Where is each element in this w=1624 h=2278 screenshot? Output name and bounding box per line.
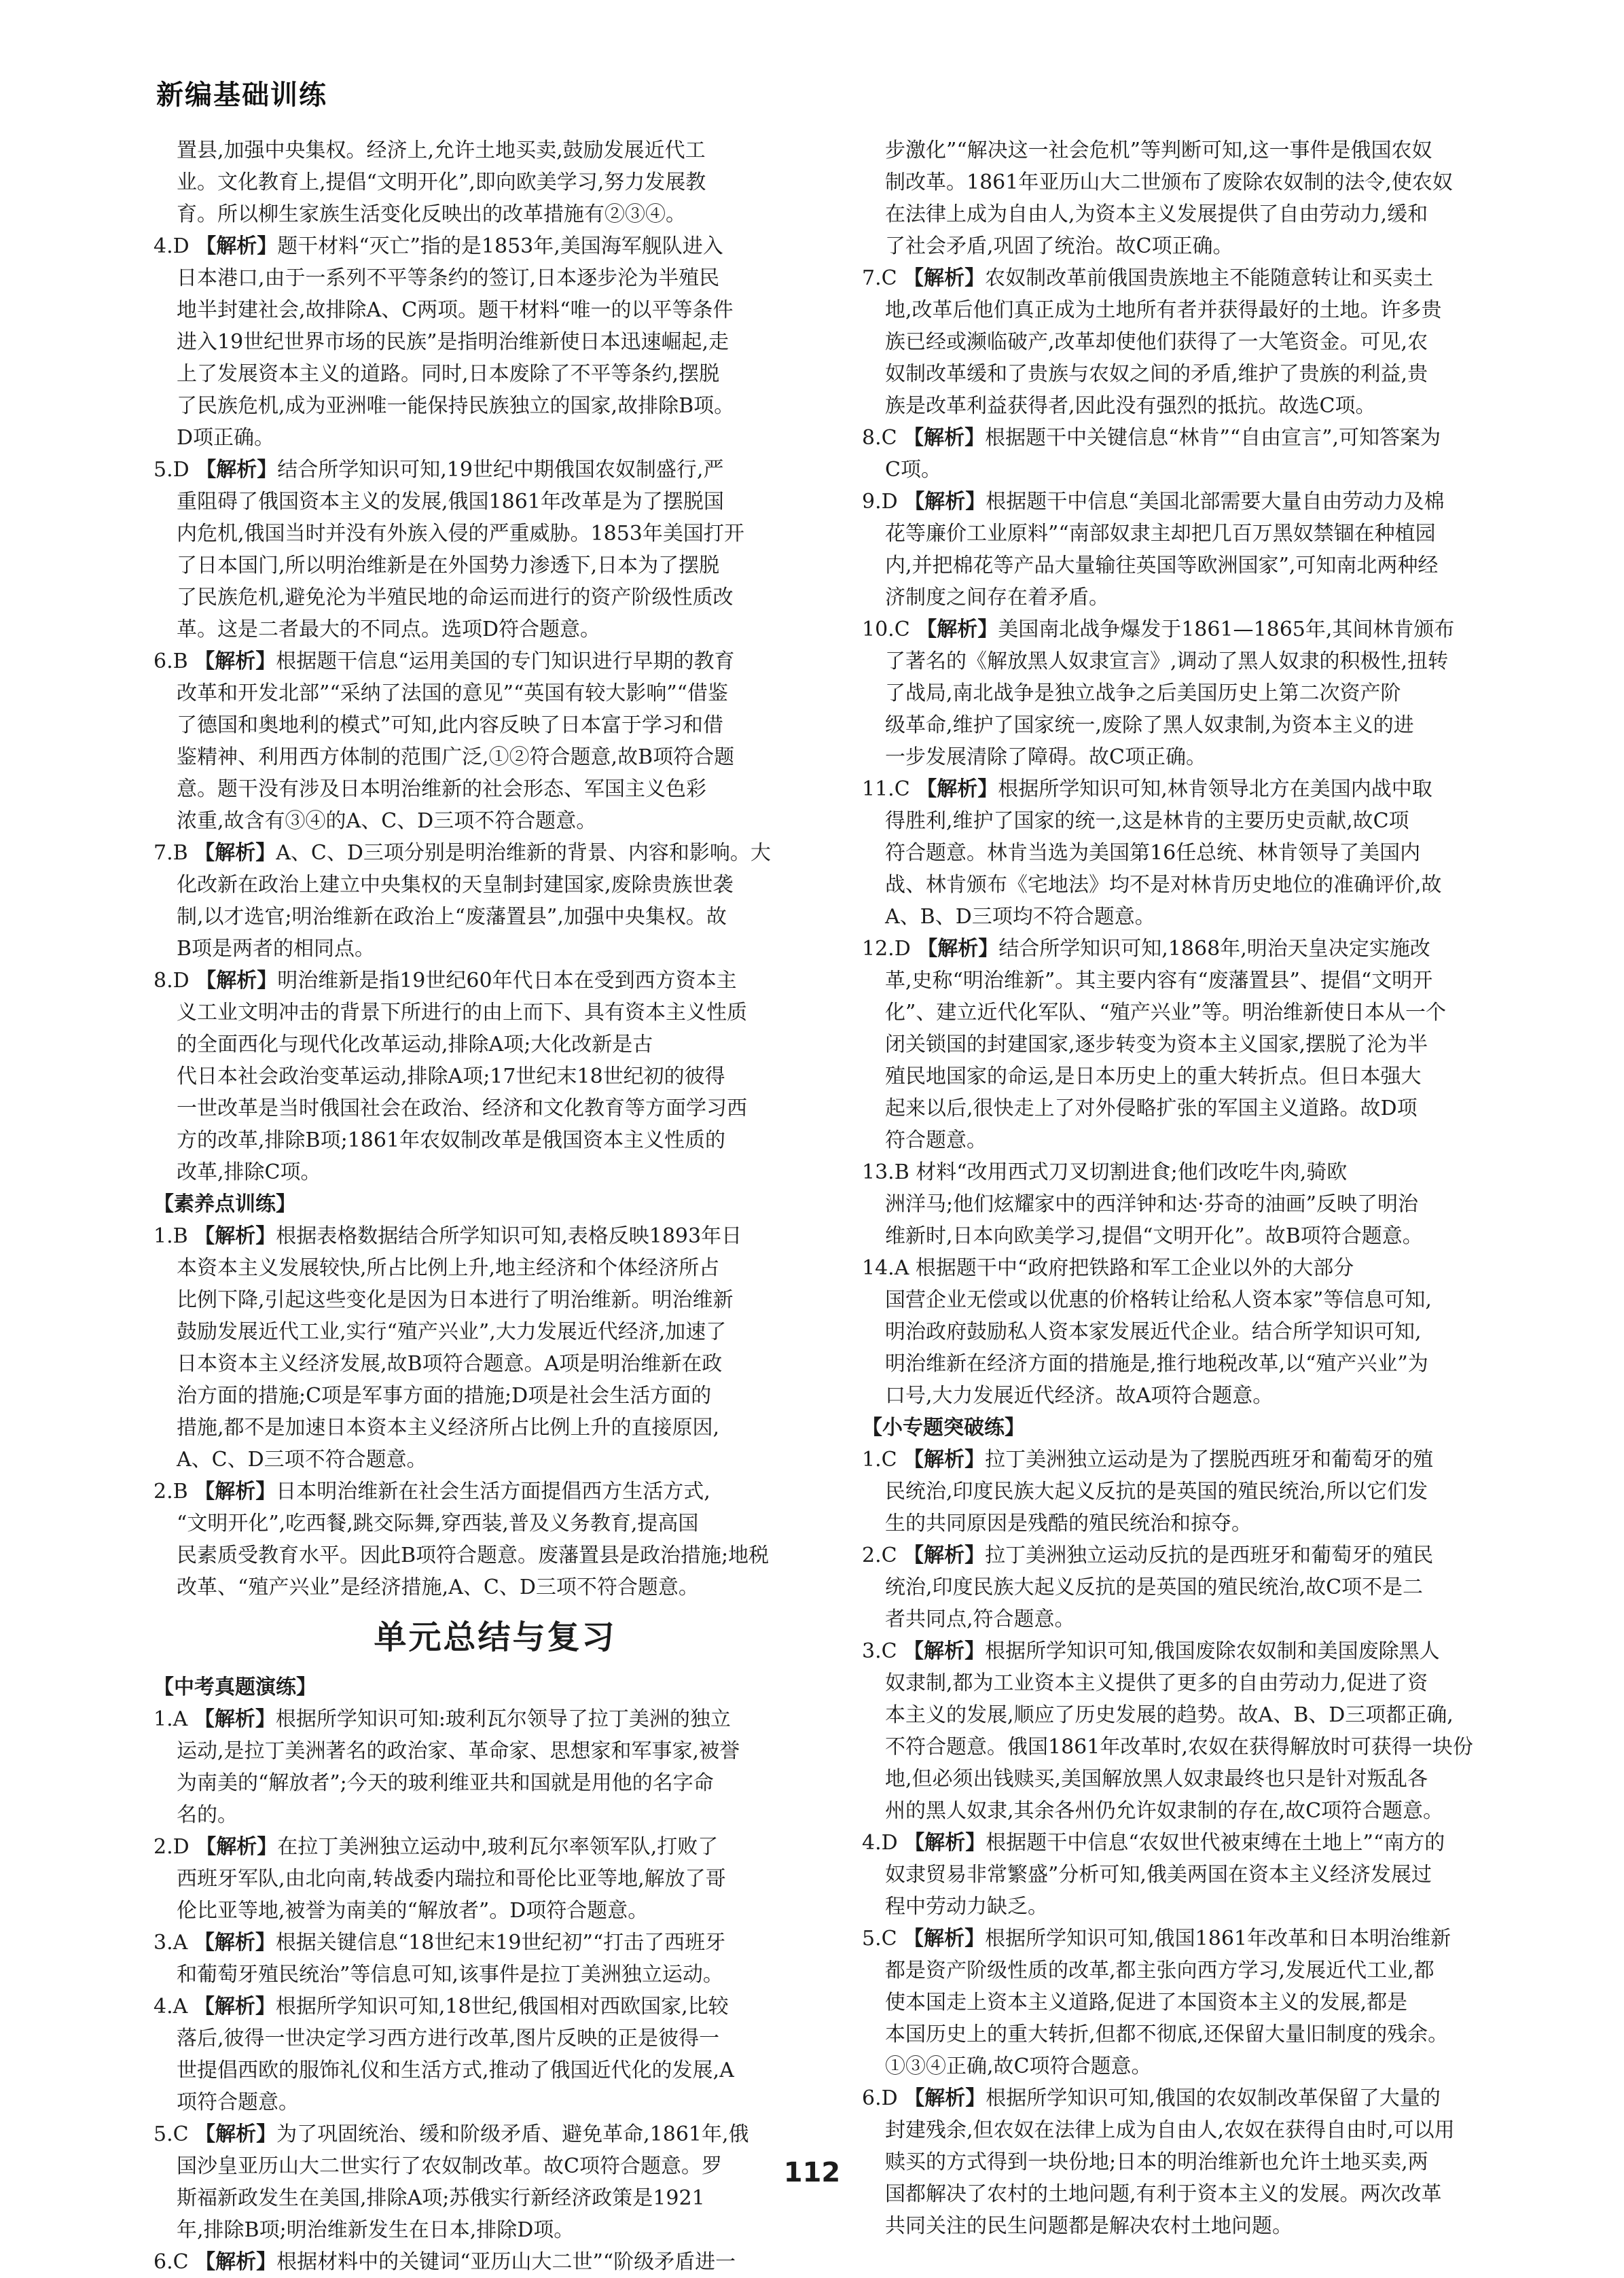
text-line: 了德国和奥地利的模式”可知,此内容反映了日本富于学习和借	[177, 713, 723, 737]
answer-item	[862, 1827, 1545, 1859]
text-line: 重阻碍了俄国资本主义的发展,俄国1861年改革是为了摆脱国	[177, 490, 724, 514]
answer-item	[154, 1927, 837, 1959]
question-number: 8.C	[862, 426, 904, 450]
text-line: 符合题意。	[885, 1128, 987, 1152]
answer-text: A、C、D三项分别是明治维新的背景、内容和影响。大	[276, 841, 771, 865]
text-line: A、C、D三项不符合题意。	[177, 1448, 427, 1472]
question-number: 5.C	[862, 1927, 904, 1951]
text-line: 地,改革后他们真正成为土地所有者并获得最好的土地。许多贵	[885, 298, 1442, 322]
text-line: 统治,印度民族大起义反抗的是英国的殖民统治,故C项不是二	[885, 1576, 1424, 1599]
answer-item	[862, 613, 1545, 645]
text-line: 奴隶贸易非常繁盛”分析可知,俄美两国在资本主义经济发展过	[885, 1863, 1432, 1887]
analysis-tag: 【解析】	[917, 937, 999, 961]
question-number: 9.D	[862, 490, 905, 514]
text-line: 化改新在政治上建立中央集权的天皇制封建国家,废除贵族世袭	[177, 873, 734, 897]
text-line: 了民族危机,避免沦为半殖民地的命运而进行的资产阶级性质改	[177, 586, 734, 609]
answer-text: 为了巩固统治、缓和阶级矛盾、避免革命,1861年,俄	[276, 2122, 749, 2146]
question-number: 7.B	[154, 841, 195, 865]
text-line: C项。	[885, 458, 941, 482]
analysis-tag: 【解析】	[903, 1448, 986, 1472]
text-line: 浓重,故含有③④的A、C、D三项不符合题意。	[177, 809, 597, 833]
text-line: 一步发展清除了障碍。故C项正确。	[885, 745, 1206, 769]
text-line: 措施,都不是加速日本资本主义经济所占比例上升的直接原因,	[177, 1416, 720, 1440]
text-line: 民统治,印度民族大起义反抗的是英国的殖民统治,所以它们发	[885, 1480, 1428, 1503]
analysis-tag: 【解析】	[194, 1480, 276, 1503]
text-line: 使本国走上资本主义道路,促进了本国资本主义的发展,都是	[885, 1991, 1408, 2014]
unit-title: 单元总结与复习	[374, 1618, 617, 1656]
answer-item	[862, 262, 1545, 294]
answer-item	[154, 965, 837, 997]
analysis-tag: 【解析】	[196, 234, 278, 258]
text-line: 化”、建立近代化军队、“殖产兴业”等。明治维新使日本从一个	[885, 1001, 1447, 1025]
analysis-tag: 【解析】	[903, 1639, 986, 1663]
answer-item	[154, 645, 837, 677]
answer-item	[862, 933, 1545, 965]
answer-item	[862, 2082, 1545, 2114]
text-line: 项符合题意。	[177, 2090, 299, 2114]
text-line: 在法律上成为自由人,为资本主义发展提供了自由劳动力,缓和	[885, 202, 1428, 226]
text-line: 维新时,日本向欧美学习,提倡“文明开化”。故B项符合题意。	[885, 1224, 1423, 1248]
answer-item	[862, 1252, 1545, 1284]
analysis-tag: 【解析】	[194, 841, 276, 865]
answer-text: 材料“改用西式刀叉切割进食;他们改吃牛肉,骑欧	[916, 1160, 1348, 1184]
text-line: 地,但必须出钱赎买,美国解放黑人奴隶最终也只是针对叛乱各	[885, 1767, 1428, 1791]
text-line: 级革命,维护了国家统一,废除了黑人奴隶制,为资本主义的进	[885, 713, 1414, 737]
text-line: 伦比亚等地,被誉为南美的“解放者”。D项符合题意。	[177, 1899, 649, 1923]
analysis-tag: 【解析】	[903, 1544, 986, 1567]
text-line: 生的共同原因是残酷的殖民统治和掠夺。	[885, 1512, 1252, 1535]
analysis-tag: 【解析】	[194, 649, 276, 673]
analysis-tag: 【解析】	[916, 777, 998, 801]
text-line: B项是两者的相同点。	[177, 937, 376, 961]
text-line: 的全面西化与现代化改革运动,排除A项;大化改新是古	[177, 1033, 653, 1056]
text-line: 本主义的发展,顺应了历史发展的趋势。故A、B、D三项都正确,	[885, 1703, 1454, 1727]
text-line: 民素质受教育水平。因此B项符合题意。废藩置县是政治措施;地税	[177, 1544, 770, 1567]
analysis-tag: 【解析】	[194, 1995, 276, 2018]
text-line: 战、林肯颁布《宅地法》均不是对林肯历史地位的准确评价,故	[885, 873, 1442, 897]
text-line: 鼓励发展近代工业,实行“殖产兴业”,大力发展近代经济,加速了	[177, 1320, 727, 1344]
text-line: 赎买的方式得到一块份地;日本的明治维新也允许土地买卖,两	[885, 2150, 1428, 2174]
question-number: 8.D	[154, 969, 196, 993]
analysis-tag: 【解析】	[903, 426, 986, 450]
answer-text: 结合所学知识可知,1868年,明治天皇决定实施改	[998, 937, 1430, 961]
analysis-tag: 【解析】	[903, 266, 986, 290]
text-line: 置县,加强中央集权。经济上,允许土地买卖,鼓励发展近代工	[177, 139, 706, 162]
answer-item	[862, 1540, 1545, 1571]
text-line: 运动,是拉丁美洲著名的政治家、革命家、思想家和军事家,被誉	[177, 1739, 740, 1763]
question-number: 4.D	[862, 1831, 905, 1855]
text-line: A、B、D三项均不符合题意。	[885, 905, 1155, 929]
answer-item	[154, 1220, 837, 1252]
text-line: 比例下降,引起这些变化是因为日本进行了明治维新。明治维新	[177, 1288, 734, 1312]
answer-text: 根据所学知识可知:玻利瓦尔领导了拉丁美洲的独立	[275, 1707, 731, 1731]
analysis-tag: 【解析】	[196, 1835, 278, 1859]
answer-item	[154, 1703, 837, 1735]
text-line: 族已经或濒临破产,改革却使他们获得了一大笔资金。可见,农	[885, 330, 1428, 354]
text-line: 都是资产阶级性质的改革,都主张向西方学习,发展近代工业,都	[885, 1959, 1434, 1982]
analysis-tag: 【解析】	[194, 1224, 276, 1248]
answer-text: 根据题干中信息“美国北部需要大量自由劳动力及棉	[986, 490, 1445, 514]
answer-item	[154, 1476, 837, 1508]
text-line: 业。文化教育上,提倡“文明开化”,即向欧美学习,努力发展教	[177, 171, 706, 194]
answer-item	[154, 1831, 837, 1863]
text-line: 明治政府鼓励私人资本家发展近代企业。结合所学知识可知,	[885, 1320, 1422, 1344]
answer-item	[154, 230, 837, 262]
text-line: 口号,大力发展近代经济。故A项符合题意。	[885, 1384, 1274, 1408]
section-heading: 【中考真题演练】	[154, 1675, 317, 1699]
text-line: 济制度之间存在着矛盾。	[885, 586, 1109, 609]
answer-item	[862, 1444, 1545, 1476]
text-line: 鉴精神、利用西方体制的范围广泛,①②符合题意,故B项符合题	[177, 745, 735, 769]
text-line: 国营企业无偿或以优惠的价格转让给私人资本家”等信息可知,	[885, 1288, 1432, 1312]
answer-item	[862, 773, 1545, 805]
answer-item	[154, 837, 837, 869]
question-number: 1.B	[154, 1224, 195, 1248]
text-line: 制,以才选官;明治维新在政治上“废藩置县”,加强中央集权。故	[177, 905, 727, 929]
text-line: 了日本国门,所以明治维新是在外国势力渗透下,日本为了摆脱	[177, 554, 720, 577]
text-line: 符合题意。林肯当选为美国第16任总统、林肯领导了美国内	[885, 841, 1421, 865]
answer-text: 根据关键信息“18世纪末19世纪初”“打击了西班牙	[275, 1931, 726, 1955]
answer-text: 根据题干中信息“农奴世代被束缚在土地上”“南方的	[986, 1831, 1445, 1855]
text-line: 族是改革利益获得者,因此没有强烈的抵抗。故选C项。	[885, 394, 1376, 418]
question-number: 6.D	[862, 2086, 905, 2110]
text-line: 斯福新政发生在美国,排除A项;苏俄实行新经济政策是1921	[177, 2186, 705, 2210]
answer-text: 根据所学知识可知,俄国的农奴制改革保留了大量的	[986, 2086, 1441, 2110]
question-number: 3.C	[862, 1639, 904, 1663]
answer-text: 根据题干中关键信息“林肯”“自由宣言”,可知答案为	[985, 426, 1441, 450]
answer-text: 根据所学知识可知,林肯领导北方在美国内战中取	[998, 777, 1432, 801]
text-line: 内危机,俄国当时并没有外族入侵的严重威胁。1853年美国打开	[177, 522, 744, 546]
text-line: 国都解决了农村的土地问题,有利于资本主义的发展。两次改革	[885, 2182, 1442, 2206]
text-line: 革,史称“明治维新”。其主要内容有“废藩置县”、提倡“文明开	[885, 969, 1433, 993]
section-heading: 【小专题突破练】	[862, 1416, 1025, 1440]
section-heading: 【素养点训练】	[154, 1192, 296, 1216]
text-line: 为南美的“解放者”;今天的玻利维亚共和国就是用他的名字命	[177, 1771, 714, 1795]
text-line: 意。题干没有涉及日本明治维新的社会形态、军国主义色彩	[177, 777, 706, 801]
answer-item	[862, 1635, 1545, 1667]
book-title: 新编基础训练	[156, 79, 327, 111]
text-line: 不符合题意。俄国1861年改革时,农奴在获得解放时可获得一块份	[885, 1735, 1473, 1759]
answer-text: 在拉丁美洲独立运动中,玻利瓦尔率领军队,打败了	[277, 1835, 719, 1859]
text-line: 地半封建社会,故排除A、C两项。题干材料“唯一的以平等条件	[177, 298, 734, 322]
text-line: “文明开化”,吃西餐,跳交际舞,穿西装,普及义务教育,提高国	[177, 1512, 699, 1535]
text-line: 共同关注的民生问题都是解决农村土地问题。	[885, 2214, 1293, 2238]
text-line: 和葡萄牙殖民统治”等信息可知,该事件是拉丁美洲独立运动。	[177, 1963, 723, 1987]
answer-item	[154, 1991, 837, 2023]
text-line: 闭关锁国的封建国家,逐步转变为资本主义国家,摆脱了沦为半	[885, 1033, 1428, 1056]
text-line: 了著名的《解放黑人奴隶宣言》,调动了黑人奴隶的积极性,扭转	[885, 649, 1449, 673]
text-line: 改革,排除C项。	[177, 1160, 321, 1184]
text-line: 奴制改革缓和了贵族与农奴之间的矛盾,维护了贵族的利益,贵	[885, 362, 1428, 386]
answer-text: 根据所学知识可知,俄国1861年改革和日本明治维新	[985, 1927, 1451, 1951]
answer-text: 根据所学知识可知,18世纪,俄国相对西欧国家,比较	[275, 1995, 729, 2018]
answer-item	[154, 2118, 837, 2150]
text-line: 者共同点,符合题意。	[885, 1607, 1075, 1631]
text-line: 了社会矛盾,巩固了统治。故C项正确。	[885, 234, 1233, 258]
text-line: 日本港口,由于一系列不平等条约的签订,日本逐步沦为半殖民	[177, 266, 720, 290]
answer-text: 根据题干中“政府把铁路和军工企业以外的大部分	[915, 1256, 1354, 1280]
question-number: 1.A	[154, 1707, 194, 1731]
text-line: 本国历史上的重大转折,但都不彻底,还保留大量旧制度的残余。	[885, 2023, 1449, 2046]
text-line: 名的。	[177, 1803, 238, 1827]
analysis-tag: 【解析】	[195, 2122, 277, 2146]
text-line: 一世改革是当时俄国社会在政治、经济和文化教育等方面学习西	[177, 1097, 747, 1120]
text-line: 洲洋马;他们炫耀家中的西洋钟和达·芬奇的油画”反映了明治	[885, 1192, 1418, 1216]
text-line: 花等廉价工业原料”“南部奴隶主却把几百万黑奴禁锢在种植园	[885, 522, 1436, 546]
analysis-tag: 【解析】	[196, 969, 278, 993]
answer-text: 题干材料“灭亡”指的是1853年,美国海军舰队进入	[277, 234, 723, 258]
text-line: 年,排除B项;明治维新发生在日本,排除D项。	[177, 2218, 575, 2242]
question-number: 14.A	[862, 1256, 916, 1280]
question-number: 6.C	[154, 2250, 196, 2274]
analysis-tag: 【解析】	[195, 2250, 277, 2274]
left-column	[154, 135, 837, 2278]
question-number: 11.C	[862, 777, 917, 801]
question-number: 13.B	[862, 1160, 916, 1184]
analysis-tag: 【解析】	[194, 1931, 276, 1955]
question-number: 5.C	[154, 2122, 196, 2146]
analysis-tag: 【解析】	[904, 2086, 986, 2110]
text-line: 治方面的措施;C项是军事方面的措施;D项是社会生活方面的	[177, 1384, 712, 1408]
text-line: 封建残余,但农奴在法律上成为自由人,农奴在获得自由时,可以用	[885, 2118, 1455, 2142]
answer-text: 拉丁美洲独立运动是为了摆脱西班牙和葡萄牙的殖	[985, 1448, 1434, 1472]
answer-item	[862, 1923, 1545, 1955]
answer-text: 根据表格数据结合所学知识可知,表格反映1893年日	[276, 1224, 742, 1248]
question-number: 6.B	[154, 649, 195, 673]
text-line: D项正确。	[177, 426, 275, 450]
answer-text: 日本明治维新在社会生活方面提倡西方生活方式,	[276, 1480, 710, 1503]
answer-item	[862, 422, 1545, 454]
answer-text: 根据题干信息“运用美国的专门知识进行早期的教育	[276, 649, 735, 673]
text-line: 落后,彼得一世决定学习西方进行改革,图片反映的正是彼得一	[177, 2027, 720, 2050]
analysis-tag: 【解析】	[196, 458, 278, 482]
text-line: 日本资本主义经济发展,故B项符合题意。A项是明治维新在政	[177, 1352, 723, 1376]
text-line: 州的黑人奴隶,其余各州仍允许奴隶制的存在,故C项符合题意。	[885, 1799, 1444, 1823]
text-line: 代日本社会政治变革运动,排除A项;17世纪末18世纪初的彼得	[177, 1065, 725, 1088]
analysis-tag: 【解析】	[194, 1707, 276, 1731]
page-number: 112	[783, 2157, 841, 2188]
answer-text: 拉丁美洲独立运动反抗的是西班牙和葡萄牙的殖民	[985, 1544, 1434, 1567]
right-column	[862, 135, 1545, 2242]
answer-item	[154, 2246, 837, 2278]
text-line: 步激化”“解决这一社会危机”等判断可知,这一事件是俄国农奴	[885, 139, 1432, 162]
question-number: 2.D	[154, 1835, 196, 1859]
text-line: 进入19世纪世界市场的民族”是指明治维新使日本迅速崛起,走	[177, 330, 729, 354]
question-number: 2.B	[154, 1480, 195, 1503]
text-line: 国沙皇亚历山大二世实行了农奴制改革。故C项符合题意。罗	[177, 2154, 722, 2178]
question-number: 7.C	[862, 266, 904, 290]
text-line: 明治维新在经济方面的措施是,推行地税改革,以“殖产兴业”为	[885, 1352, 1428, 1376]
answer-item	[862, 486, 1545, 518]
answer-text: 根据所学知识可知,俄国废除农奴制和美国废除黑人	[985, 1639, 1440, 1663]
question-number: 4.D	[154, 234, 196, 258]
answer-text: 根据材料中的关键词“亚历山大二世”“阶级矛盾进一	[276, 2250, 736, 2274]
text-line: ①③④正确,故C项符合题意。	[885, 2054, 1152, 2078]
text-line: 本资本主义发展较快,所占比例上升,地主经济和个体经济所占	[177, 1256, 720, 1280]
text-line: 了战局,南北战争是独立战争之后美国历史上第二次资产阶	[885, 681, 1401, 705]
question-number: 12.D	[862, 937, 918, 961]
answer-item	[154, 454, 837, 486]
text-line: 上了发展资本主义的道路。同时,日本废除了不平等条约,摆脱	[177, 362, 720, 386]
text-line: 了民族危机,成为亚洲唯一能保持民族独立的国家,故排除B项。	[177, 394, 735, 418]
text-line: 殖民地国家的命运,是日本历史上的重大转折点。但日本强大	[885, 1065, 1422, 1088]
question-number: 3.A	[154, 1931, 194, 1955]
question-number: 2.C	[862, 1544, 904, 1567]
answer-text: 明治维新是指19世纪60年代日本在受到西方资本主	[277, 969, 737, 993]
question-number: 5.D	[154, 458, 196, 482]
answer-item	[862, 1156, 1545, 1188]
question-number: 10.C	[862, 618, 917, 641]
question-number: 1.C	[862, 1448, 904, 1472]
text-line: 改革、“殖产兴业”是经济措施,A、C、D三项不符合题意。	[177, 1576, 699, 1599]
answer-text: 美国南北战争爆发于1861—1865年,其间林肯颁布	[998, 618, 1455, 641]
text-line: 起来以后,很快走上了对外侵略扩张的军国主义道路。故D项	[885, 1097, 1418, 1120]
text-line: 得胜利,维护了国家的统一,这是林肯的主要历史贡献,故C项	[885, 809, 1409, 833]
text-line: 奴隶制,都为工业资本主义提供了更多的自由劳动力,促进了资	[885, 1671, 1428, 1695]
text-line: 制改革。1861年亚历山大二世颁布了废除农奴制的法令,使农奴	[885, 171, 1453, 194]
text-line: 革。这是二者最大的不同点。选项D符合题意。	[177, 618, 601, 641]
text-line: 世提倡西欧的服饰礼仪和生活方式,推动了俄国近代化的发展,A	[177, 2059, 734, 2082]
text-line: 西班牙军队,由北向南,转战委内瑞拉和哥伦比亚等地,解放了哥	[177, 1867, 726, 1891]
text-line: 义工业文明冲击的背景下所进行的由上而下、具有资本主义性质	[177, 1001, 747, 1025]
analysis-tag: 【解析】	[903, 1927, 986, 1951]
answer-text: 农奴制改革前俄国贵族地主不能随意转让和买卖土	[985, 266, 1434, 290]
question-number: 4.A	[154, 1995, 194, 2018]
text-line: 育。所以柳生家族生活变化反映出的改革措施有②③④。	[177, 202, 686, 226]
text-line: 内,并把棉花等产品大量输往英国等欧洲国家”,可知南北两种经	[885, 554, 1439, 577]
analysis-tag: 【解析】	[904, 490, 986, 514]
answer-text: 结合所学知识可知,19世纪中期俄国农奴制盛行,严	[277, 458, 724, 482]
analysis-tag: 【解析】	[904, 1831, 986, 1855]
text-line: 改革和开发北部”“采纳了法国的意见”“英国有较大影响”“借鉴	[177, 681, 729, 705]
analysis-tag: 【解析】	[916, 618, 998, 641]
text-line: 程中劳动力缺乏。	[885, 1895, 1048, 1919]
text-line: 方的改革,排除B项;1861年农奴制改革是俄国资本主义性质的	[177, 1128, 726, 1152]
